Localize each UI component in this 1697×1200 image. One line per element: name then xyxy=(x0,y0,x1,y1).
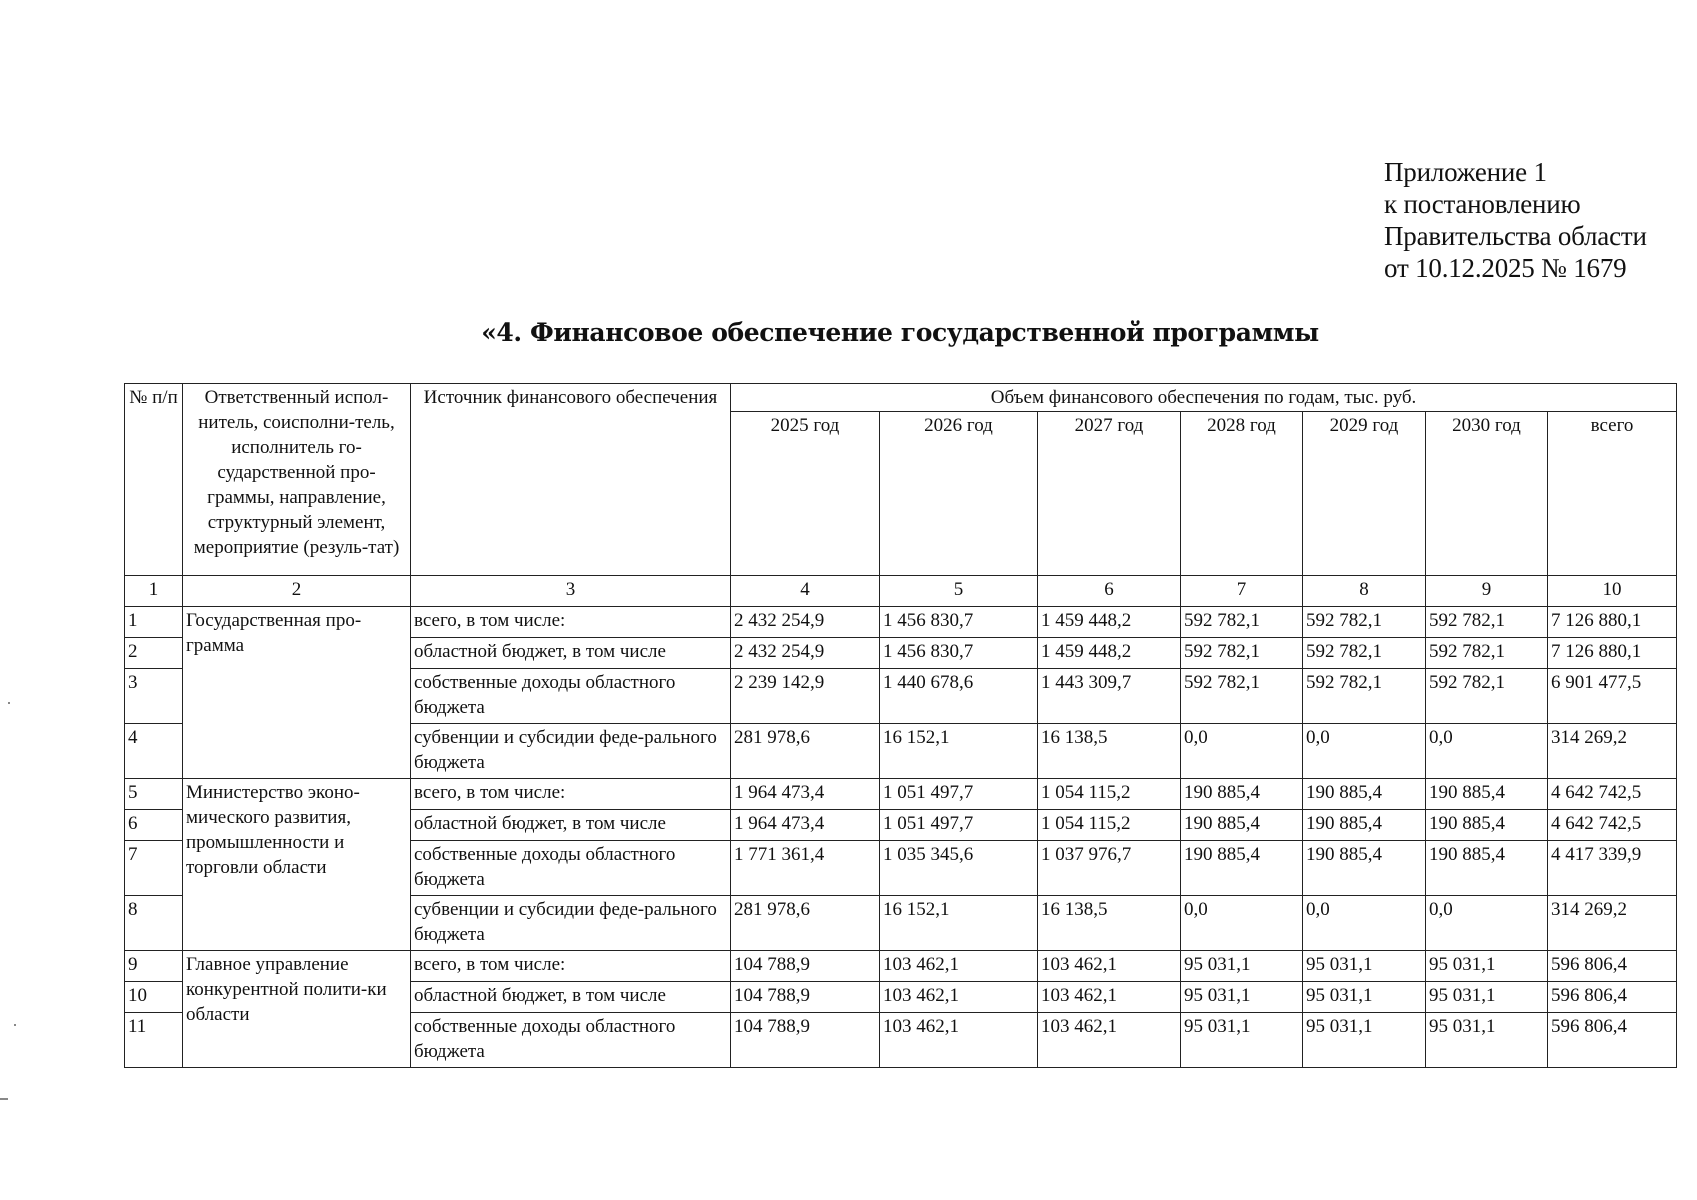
source-cell: областной бюджет, в том числе xyxy=(411,638,731,669)
value-cell: 1 051 497,7 xyxy=(880,779,1038,810)
value-cell: 95 031,1 xyxy=(1426,1013,1548,1068)
source-cell: областной бюджет, в том числе xyxy=(411,982,731,1013)
header-col-volume: Объем финансового обеспечения по годам, тыс. руб. xyxy=(731,384,1677,412)
value-cell: 16 152,1 xyxy=(880,896,1038,951)
value-cell: 95 031,1 xyxy=(1426,951,1548,982)
appendix-line-1: Приложение 1 xyxy=(1384,157,1547,187)
header-year-2026: 2026 год xyxy=(880,412,1038,576)
header-year-2030: 2030 год xyxy=(1426,412,1548,576)
value-cell: 592 782,1 xyxy=(1181,638,1303,669)
value-cell: 592 782,1 xyxy=(1426,638,1548,669)
value-cell: 592 782,1 xyxy=(1303,607,1426,638)
source-cell: всего, в том числе: xyxy=(411,951,731,982)
column-number: 5 xyxy=(880,576,1038,607)
value-cell: 1 037 976,7 xyxy=(1038,841,1181,896)
header-col-source: Источник финансового обеспечения xyxy=(411,384,731,576)
column-number: 9 xyxy=(1426,576,1548,607)
value-cell: 2 239 142,9 xyxy=(731,669,880,724)
column-number: 1 xyxy=(125,576,183,607)
value-cell: 190 885,4 xyxy=(1426,841,1548,896)
source-cell: всего, в том числе: xyxy=(411,607,731,638)
header-year-2029: 2029 год xyxy=(1303,412,1426,576)
value-cell: 190 885,4 xyxy=(1426,779,1548,810)
value-cell: 1 440 678,6 xyxy=(880,669,1038,724)
column-number: 8 xyxy=(1303,576,1426,607)
value-cell: 95 031,1 xyxy=(1426,982,1548,1013)
value-cell: 596 806,4 xyxy=(1548,982,1677,1013)
value-cell: 0,0 xyxy=(1303,724,1426,779)
value-cell: 95 031,1 xyxy=(1303,982,1426,1013)
value-cell: 2 432 254,9 xyxy=(731,638,880,669)
value-cell: 95 031,1 xyxy=(1303,951,1426,982)
value-cell: 95 031,1 xyxy=(1303,1013,1426,1068)
value-cell: 0,0 xyxy=(1426,724,1548,779)
value-cell: 7 126 880,1 xyxy=(1548,607,1677,638)
column-number: 10 xyxy=(1548,576,1677,607)
value-cell: 103 462,1 xyxy=(1038,951,1181,982)
value-cell: 103 462,1 xyxy=(880,982,1038,1013)
column-number-row xyxy=(125,576,1677,607)
value-cell: 1 054 115,2 xyxy=(1038,779,1181,810)
value-cell: 1 964 473,4 xyxy=(731,810,880,841)
value-cell: 16 138,5 xyxy=(1038,896,1181,951)
appendix-block xyxy=(1384,156,1647,284)
value-cell: 592 782,1 xyxy=(1303,638,1426,669)
value-cell: 103 462,1 xyxy=(1038,1013,1181,1068)
value-cell: 4 417 339,9 xyxy=(1548,841,1677,896)
value-cell: 1 459 448,2 xyxy=(1038,638,1181,669)
value-cell: 1 051 497,7 xyxy=(880,810,1038,841)
column-number: 3 xyxy=(411,576,731,607)
header-col-num: № п/п xyxy=(125,384,183,576)
column-number: 4 xyxy=(731,576,880,607)
value-cell: 314 269,2 xyxy=(1548,724,1677,779)
value-cell: 104 788,9 xyxy=(731,951,880,982)
value-cell: 0,0 xyxy=(1426,896,1548,951)
header-year-2027: 2027 год xyxy=(1038,412,1181,576)
value-cell: 190 885,4 xyxy=(1181,810,1303,841)
value-cell: 1 456 830,7 xyxy=(880,607,1038,638)
value-cell: 190 885,4 xyxy=(1303,810,1426,841)
value-cell: 592 782,1 xyxy=(1426,607,1548,638)
value-cell: 104 788,9 xyxy=(731,1013,880,1068)
value-cell: 103 462,1 xyxy=(1038,982,1181,1013)
row-number: 2 xyxy=(125,638,183,669)
executor-cell: Министерство эконо-мического развития, промышленности и торговли области xyxy=(183,779,411,951)
table-row xyxy=(125,951,1677,982)
value-cell: 596 806,4 xyxy=(1548,1013,1677,1068)
row-number: 3 xyxy=(125,669,183,724)
row-number: 9 xyxy=(125,951,183,982)
executor-cell: Государственная про-грамма xyxy=(183,607,411,779)
value-cell: 592 782,1 xyxy=(1181,607,1303,638)
source-cell: областной бюджет, в том числе xyxy=(411,810,731,841)
value-cell: 592 782,1 xyxy=(1303,669,1426,724)
value-cell: 190 885,4 xyxy=(1181,841,1303,896)
executor-cell: Главное управление конкурентной полити-ки области xyxy=(183,951,411,1068)
appendix-line-4: от 10.12.2025 № 1679 xyxy=(1384,253,1627,283)
value-cell: 7 126 880,1 xyxy=(1548,638,1677,669)
value-cell: 190 885,4 xyxy=(1181,779,1303,810)
source-cell: собственные доходы областного бюджета xyxy=(411,1013,731,1068)
value-cell: 1 456 830,7 xyxy=(880,638,1038,669)
value-cell: 103 462,1 xyxy=(880,1013,1038,1068)
header-year-2028: 2028 год xyxy=(1181,412,1303,576)
value-cell: 0,0 xyxy=(1181,896,1303,951)
value-cell: 1 054 115,2 xyxy=(1038,810,1181,841)
source-cell: всего, в том числе: xyxy=(411,779,731,810)
row-number: 5 xyxy=(125,779,183,810)
financing-table xyxy=(124,383,1677,1068)
value-cell: 4 642 742,5 xyxy=(1548,810,1677,841)
source-cell: субвенции и субсидии феде-рального бюджета xyxy=(411,896,731,951)
column-number: 6 xyxy=(1038,576,1181,607)
column-number: 7 xyxy=(1181,576,1303,607)
source-cell: субвенции и субсидии феде-рального бюджета xyxy=(411,724,731,779)
value-cell: 592 782,1 xyxy=(1181,669,1303,724)
header-col-executor: Ответственный испол-нитель, соисполни-тель, исполнитель го-сударственной про-граммы, направление, структурный элемент, мероприятие (резуль-тат) xyxy=(183,384,411,576)
value-cell: 16 152,1 xyxy=(880,724,1038,779)
value-cell: 1 035 345,6 xyxy=(880,841,1038,896)
document-title: «4. Финансовое обеспечение государственной программы xyxy=(481,318,1319,347)
value-cell: 190 885,4 xyxy=(1303,779,1426,810)
value-cell: 95 031,1 xyxy=(1181,1013,1303,1068)
row-number: 6 xyxy=(125,810,183,841)
header-year-2025: 2025 год xyxy=(731,412,880,576)
value-cell: 1 771 361,4 xyxy=(731,841,880,896)
value-cell: 281 978,6 xyxy=(731,724,880,779)
appendix-line-3: Правительства области xyxy=(1384,221,1647,251)
value-cell: 314 269,2 xyxy=(1548,896,1677,951)
value-cell: 592 782,1 xyxy=(1426,669,1548,724)
row-number: 8 xyxy=(125,896,183,951)
value-cell: 6 901 477,5 xyxy=(1548,669,1677,724)
table-row xyxy=(125,779,1677,810)
column-number: 2 xyxy=(183,576,411,607)
value-cell: 16 138,5 xyxy=(1038,724,1181,779)
value-cell: 95 031,1 xyxy=(1181,982,1303,1013)
value-cell: 190 885,4 xyxy=(1303,841,1426,896)
value-cell: 1 443 309,7 xyxy=(1038,669,1181,724)
value-cell: 190 885,4 xyxy=(1426,810,1548,841)
value-cell: 95 031,1 xyxy=(1181,951,1303,982)
value-cell: 1 964 473,4 xyxy=(731,779,880,810)
value-cell: 2 432 254,9 xyxy=(731,607,880,638)
value-cell: 596 806,4 xyxy=(1548,951,1677,982)
value-cell: 103 462,1 xyxy=(880,951,1038,982)
value-cell: 1 459 448,2 xyxy=(1038,607,1181,638)
source-cell: собственные доходы областного бюджета xyxy=(411,669,731,724)
row-number: 10 xyxy=(125,982,183,1013)
appendix-line-2: к постановлению xyxy=(1384,189,1581,219)
value-cell: 0,0 xyxy=(1181,724,1303,779)
value-cell: 4 642 742,5 xyxy=(1548,779,1677,810)
row-number: 1 xyxy=(125,607,183,638)
table-row xyxy=(125,607,1677,638)
header-total: всего xyxy=(1548,412,1677,576)
value-cell: 104 788,9 xyxy=(731,982,880,1013)
row-number: 11 xyxy=(125,1013,183,1068)
source-cell: собственные доходы областного бюджета xyxy=(411,841,731,896)
value-cell: 0,0 xyxy=(1303,896,1426,951)
row-number: 7 xyxy=(125,841,183,896)
value-cell: 281 978,6 xyxy=(731,896,880,951)
row-number: 4 xyxy=(125,724,183,779)
